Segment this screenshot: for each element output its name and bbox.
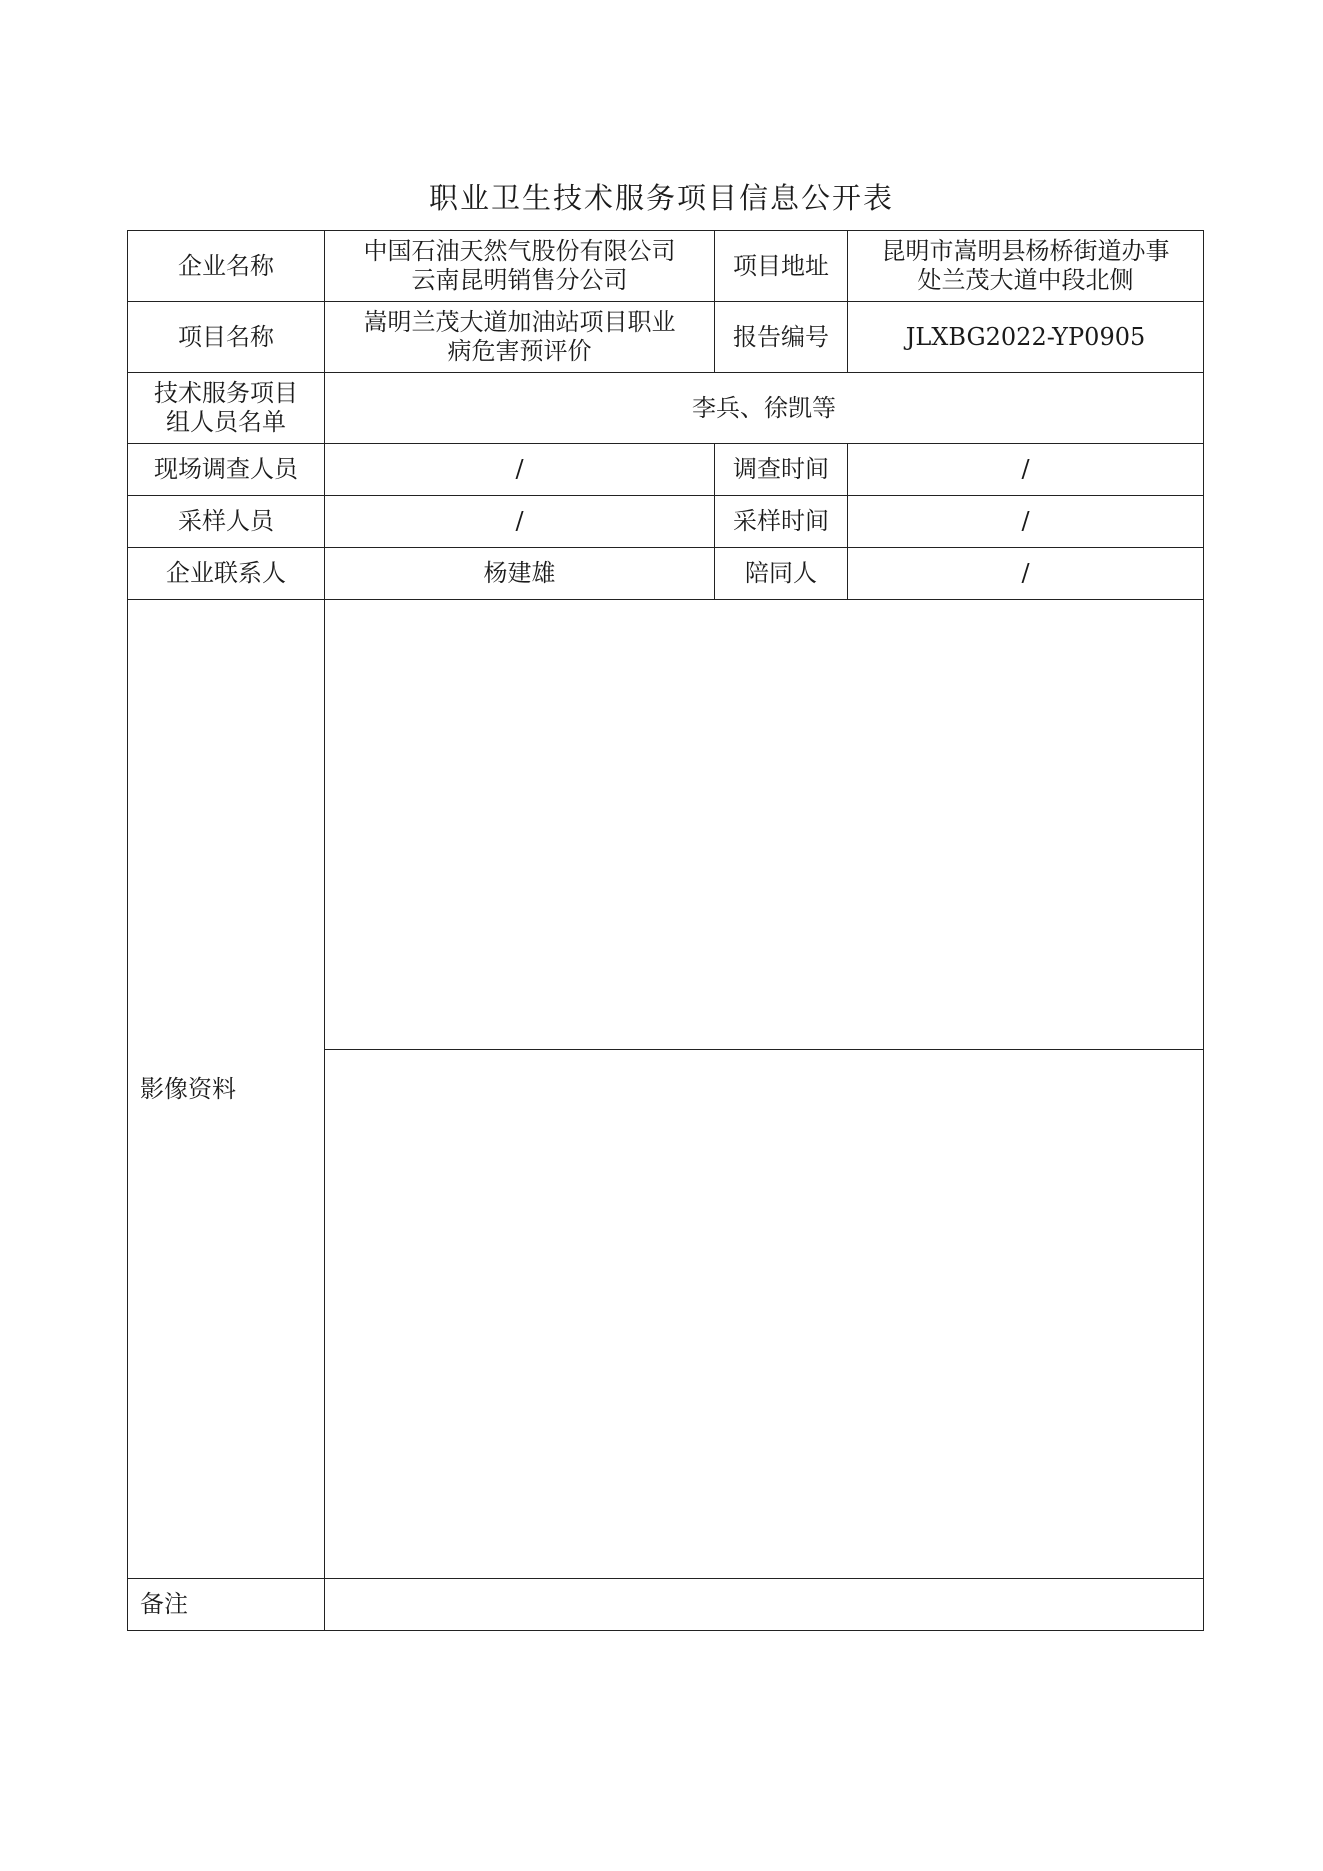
enterprise-name-line: 中国石油天然气股份有限公司: [363, 237, 676, 265]
contact-value: 杨建雄: [325, 548, 715, 600]
companion-label: 陪同人: [715, 548, 848, 600]
survey-time-value: /: [848, 444, 1204, 496]
team-label-line: 组人员名单: [166, 408, 286, 436]
project-name-value: [325, 302, 715, 373]
remarks-value: [325, 1579, 1204, 1631]
project-name-line: 嵩明兰茂大道加油站项目职业: [363, 308, 676, 336]
report-no-value: JLXBG2022-YP0905: [848, 302, 1204, 373]
table-row: [128, 600, 1204, 1579]
sampling-staff-value: /: [325, 496, 715, 548]
sampling-time-label: 采样时间: [715, 496, 848, 548]
team-label-line: 技术服务项目: [154, 379, 298, 407]
project-name-line: 病危害预评价: [447, 337, 592, 365]
survey-time-label: 调查时间: [715, 444, 848, 496]
table-row: [128, 548, 1204, 600]
info-table: [127, 230, 1204, 1631]
table-row: [128, 1579, 1204, 1631]
contact-label: 企业联系人: [128, 548, 325, 600]
images-label: 影像资料: [128, 600, 325, 1579]
project-address-label: 项目地址: [715, 231, 848, 302]
image-placeholder-bottom: [325, 1050, 1203, 1578]
sampling-staff-label: 采样人员: [128, 496, 325, 548]
table-row: [128, 302, 1204, 373]
survey-staff-value: /: [325, 444, 715, 496]
enterprise-name-label: 企业名称: [128, 231, 325, 302]
project-address-value: [848, 231, 1204, 302]
project-address-line: 昆明市嵩明县杨桥街道办事: [881, 237, 1170, 265]
enterprise-name-line: 云南昆明销售分公司: [411, 266, 628, 294]
table-row: [128, 373, 1204, 444]
images-cell: [325, 600, 1204, 1579]
enterprise-name-value: [325, 231, 715, 302]
table-row: [128, 444, 1204, 496]
project-address-line: 处兰茂大道中段北侧: [917, 266, 1134, 294]
table-row: [128, 231, 1204, 302]
image-placeholder-top: [325, 600, 1203, 1050]
report-no-label: 报告编号: [715, 302, 848, 373]
table-row: [128, 496, 1204, 548]
project-name-label: 项目名称: [128, 302, 325, 373]
remarks-label: 备注: [128, 1579, 325, 1631]
sampling-time-value: /: [848, 496, 1204, 548]
team-label: [128, 373, 325, 444]
page-title: 职业卫生技术服务项目信息公开表: [428, 181, 894, 215]
companion-value: /: [848, 548, 1204, 600]
team-members-value: 李兵、徐凯等: [325, 373, 1204, 444]
survey-staff-label: 现场调查人员: [128, 444, 325, 496]
